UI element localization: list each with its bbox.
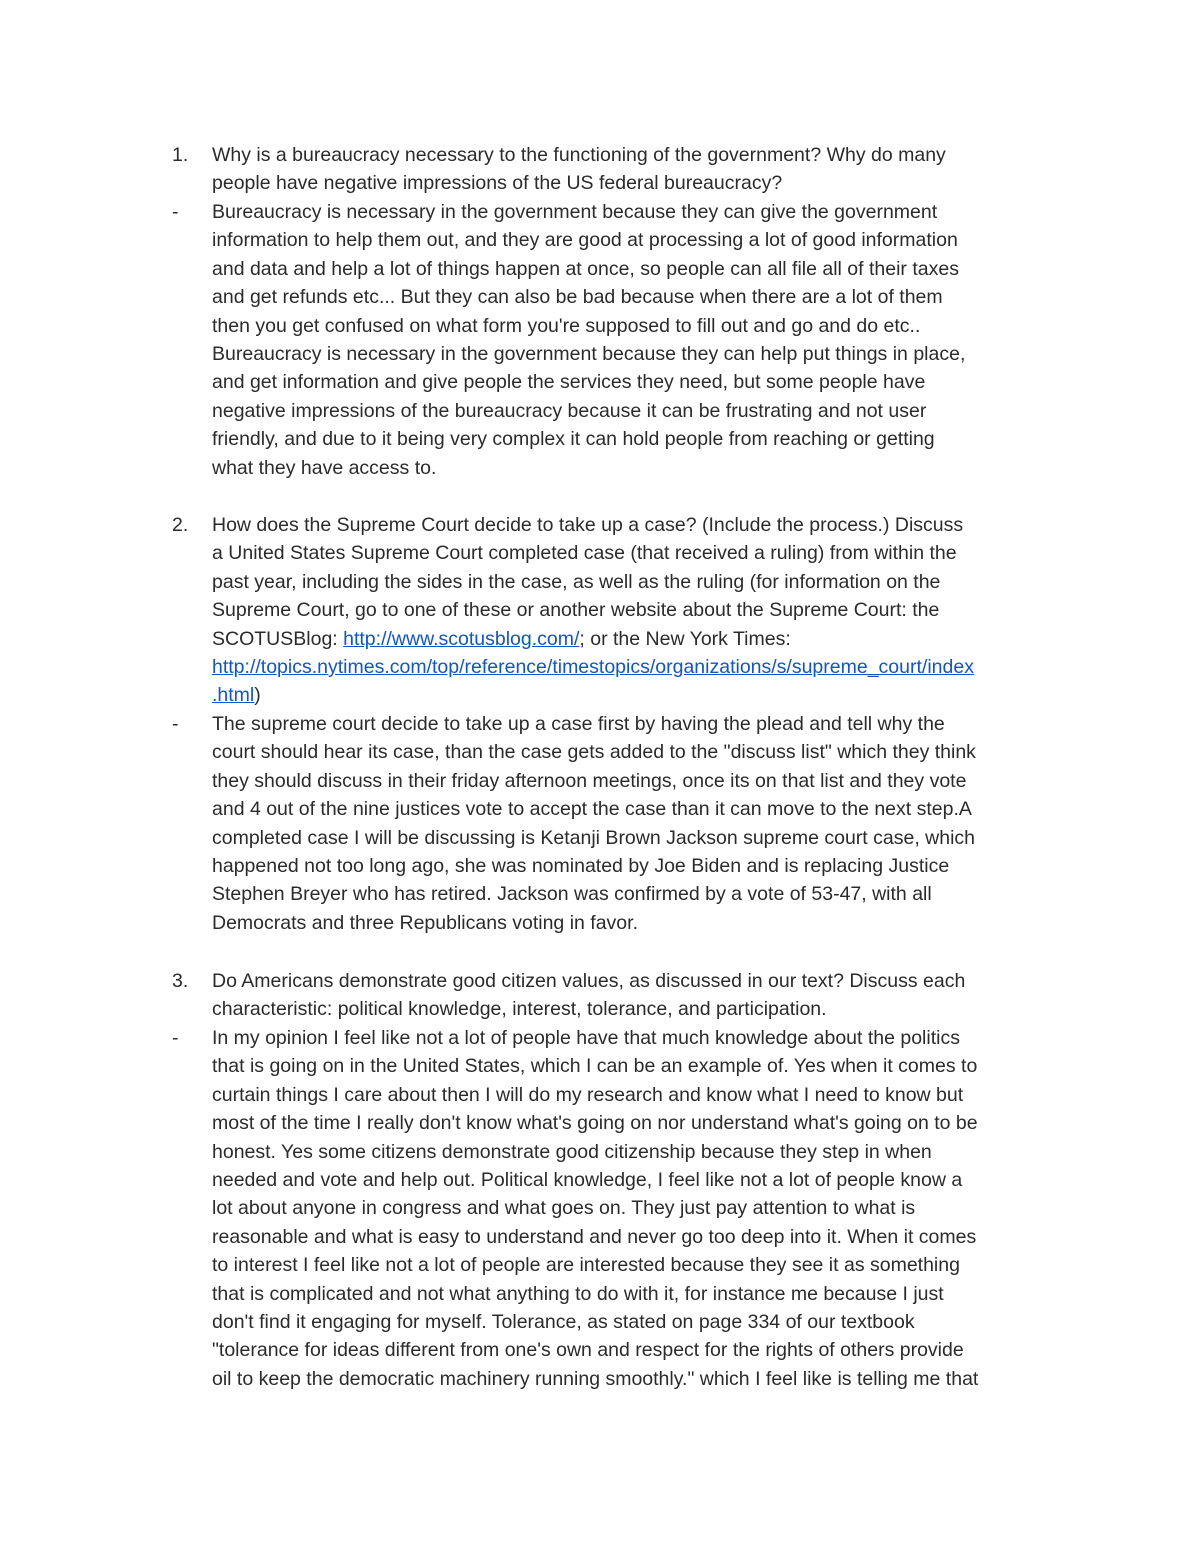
question-3-text xyxy=(212,967,1072,1024)
answer-text-line: Democrats and three Republicans voting in favor. xyxy=(212,911,638,934)
question-2 xyxy=(172,511,1072,710)
answer-text-line: to interest I feel like not a lot of people are interested because they see it as something xyxy=(212,1254,960,1277)
scotusblog-label: SCOTUSBlog: xyxy=(212,627,344,650)
answer-3 xyxy=(172,1024,1072,1393)
answer-text-line: Bureaucracy is necessary in the government because they can help put things in place, xyxy=(212,343,966,366)
answer-text-line: Stephen Breyer who has retired. Jackson was confirmed by a vote of 53-47, with all xyxy=(212,883,932,906)
question-text-line xyxy=(212,653,1072,681)
answer-text-line: don't find it engaging for myself. Tolerance, as stated on page 334 of our textbook xyxy=(212,1311,915,1334)
nyt-label: ; or the New York Times: xyxy=(579,627,791,650)
answer-3-dash: - xyxy=(172,1027,179,1049)
answer-1-dash: - xyxy=(172,201,179,223)
answer-text-line: happened not too long ago, she was nominated by Joe Biden and is replacing Justice xyxy=(212,855,950,878)
question-text-line: Why is a bureaucracy necessary to the functioning of the government? Why do many xyxy=(212,144,946,166)
answer-text-line: negative impressions of the bureaucracy because it can be frustrating and not user xyxy=(212,399,927,422)
answer-text-line: reasonable and what is easy to understand and never go too deep into it. When it comes xyxy=(212,1225,977,1248)
question-1-text xyxy=(212,141,1072,198)
question-text-line: past year, including the sides in the case, as well as the ruling (for information on the xyxy=(212,570,941,593)
scotusblog-link[interactable]: http://www.scotusblog.com/ xyxy=(343,627,580,650)
answer-1 xyxy=(172,198,1072,482)
question-text-line: people have negative impressions of the US federal bureaucracy? xyxy=(212,172,783,195)
question-text-line xyxy=(212,625,1072,653)
question-text-line: characteristic: political knowledge, interest, tolerance, and participation. xyxy=(212,998,827,1021)
answer-text-line: and get information and give people the services they need, but some people have xyxy=(212,371,926,394)
answer-text-line: that is going on in the United States, which I can be an example of. Yes when it comes to xyxy=(212,1055,978,1078)
answer-2-text xyxy=(212,710,1072,937)
question-text-line: Supreme Court, go to one of these or another website about the Supreme Court: the xyxy=(212,599,940,622)
answer-2 xyxy=(172,710,1072,937)
question-text-line: Do Americans demonstrate good citizen values, as discussed in our text? Discuss each xyxy=(212,970,966,992)
answer-text-line: what they have access to. xyxy=(212,456,437,479)
answer-text-line: that is complicated and not what anything to do with it, for instance me because I just xyxy=(212,1282,944,1305)
answer-text-line: court should hear its case, than the case gets added to the "discuss list" which they think xyxy=(212,741,976,764)
question-2-text xyxy=(212,511,1072,710)
answer-text-line: "tolerance for ideas different from one's own and respect for the rights of others provide xyxy=(212,1339,964,1362)
question-text-line xyxy=(212,681,1072,709)
answer-1-text xyxy=(212,198,1072,482)
answer-text-line: most of the time I really don't know what's going on nor understand what's going on to be xyxy=(212,1112,978,1135)
question-3-number: 3. xyxy=(172,970,189,992)
nyt-link[interactable]: http://topics.nytimes.com/top/reference/timestopics/organizations/s/supreme_court/index xyxy=(212,656,974,679)
answer-text-line: Bureaucracy is necessary in the government because they can give the government xyxy=(212,201,938,223)
answer-text-line: then you get confused on what form you're supposed to fill out and go and do etc.. xyxy=(212,314,921,337)
answer-text-line: needed and vote and help out. Political knowledge, I feel like not a lot of people know a xyxy=(212,1169,963,1192)
answer-3-text xyxy=(212,1024,1072,1393)
answer-text-line: information to help them out, and they are good at processing a lot of good information xyxy=(212,229,958,252)
answer-text-line: The supreme court decide to take up a case first by having the plead and tell why the xyxy=(212,713,945,735)
answer-text-line: and get refunds etc... But they can also be bad because when there are a lot of them xyxy=(212,286,943,309)
answer-text-line: honest. Yes some citizens demonstrate good citizenship because they step in when xyxy=(212,1140,932,1163)
question-1 xyxy=(172,141,1072,198)
nyt-link-continued[interactable]: .html xyxy=(212,684,255,707)
answer-text-line: curtain things I care about then I will do my research and know what I need to know but xyxy=(212,1083,964,1106)
answer-text-line: completed case I will be discussing is Ketanji Brown Jackson supreme court case, which xyxy=(212,826,976,849)
answer-text-line: In my opinion I feel like not a lot of people have that much knowledge about the politics xyxy=(212,1027,960,1049)
closing-paren: ) xyxy=(254,684,261,707)
answer-text-line: and 4 out of the nine justices vote to accept the case than it can move to the next step.A xyxy=(212,798,972,821)
answer-text-line: they should discuss in their friday afternoon meetings, once its on that list and they vote xyxy=(212,769,967,792)
answer-2-dash: - xyxy=(172,713,179,735)
question-2-number: 2. xyxy=(172,514,189,536)
answer-text-line: and data and help a lot of things happen at once, so people can all file all of their taxes xyxy=(212,257,959,280)
question-text-line: How does the Supreme Court decide to take up a case? (Include the process.) Discuss xyxy=(212,514,964,536)
answer-text-line: oil to keep the democratic machinery running smoothly." which I feel like is telling me that xyxy=(212,1367,979,1390)
question-text-line: a United States Supreme Court completed case (that received a ruling) from within the xyxy=(212,542,957,565)
question-1-number: 1. xyxy=(172,144,189,166)
answer-text-line: lot about anyone in congress and what goes on. They just pay attention to what is xyxy=(212,1197,916,1220)
answer-text-line: friendly, and due to it being very complex it can hold people from reaching or getting xyxy=(212,428,935,451)
question-3 xyxy=(172,967,1072,1024)
